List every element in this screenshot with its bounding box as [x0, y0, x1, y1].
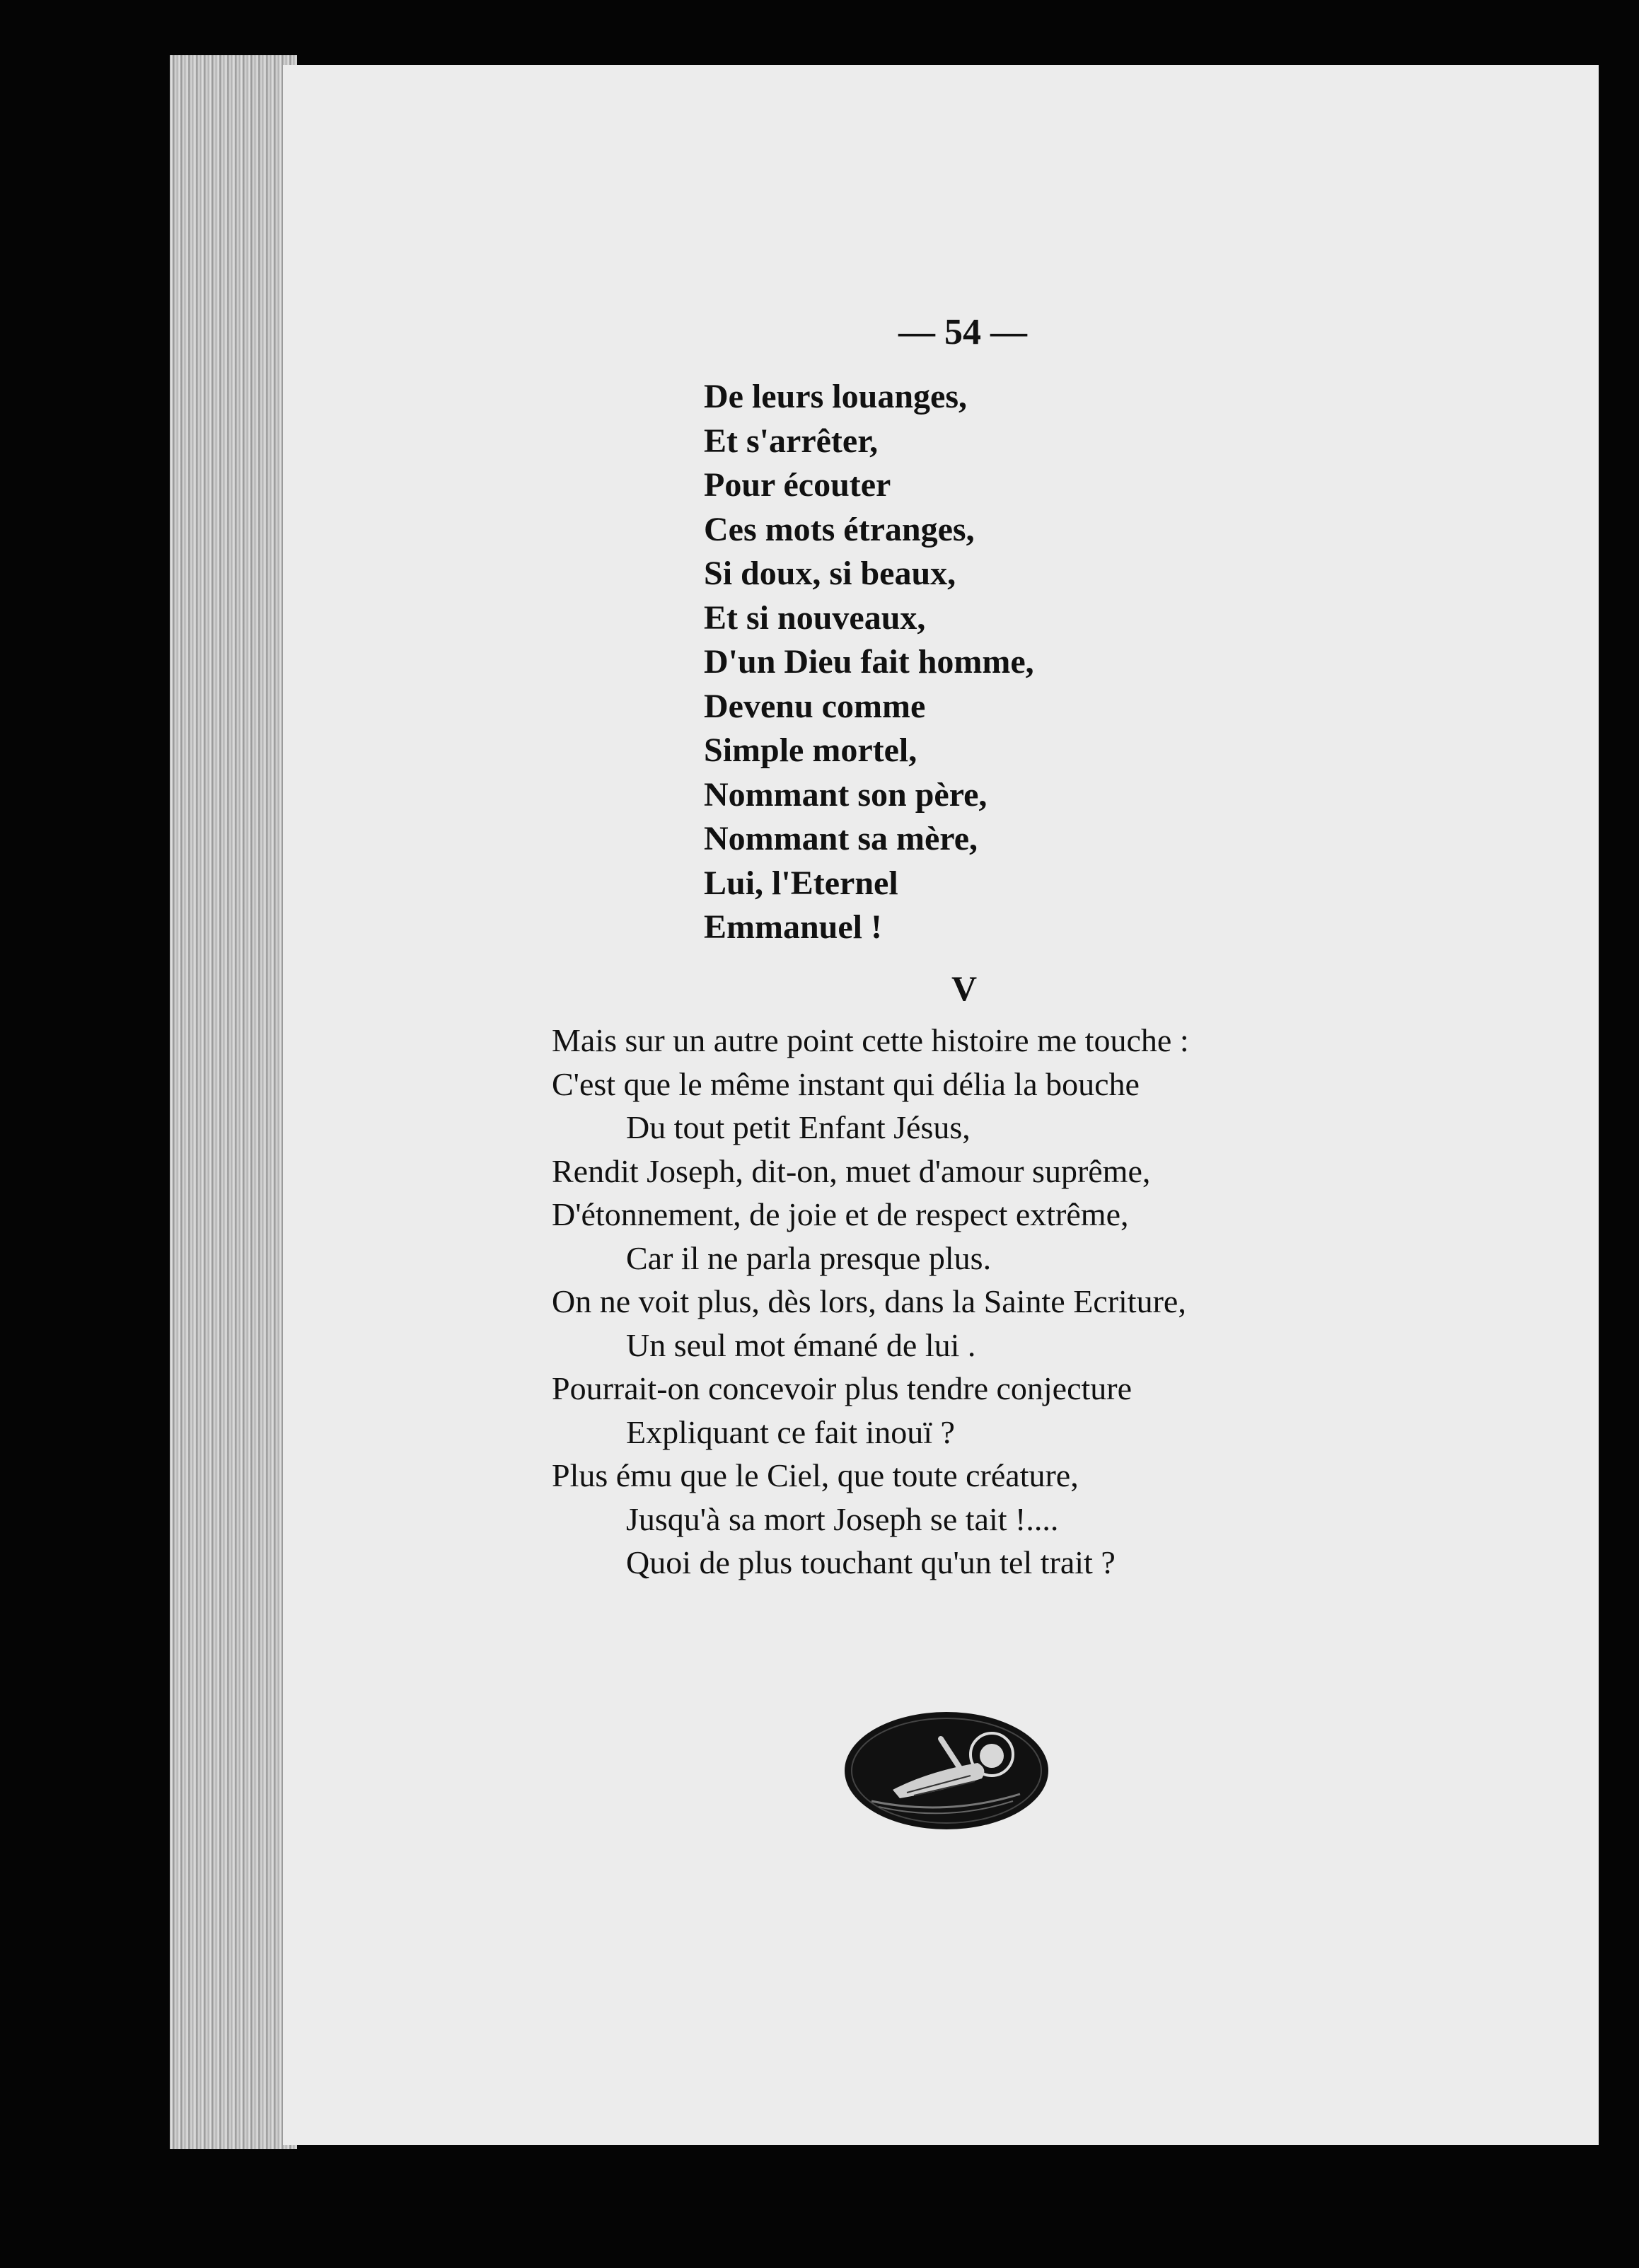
verse-line-indented: Du tout petit Enfant Jésus,: [626, 1109, 971, 1145]
verse-line: C'est que le même instant qui délia la bouche: [552, 1065, 1140, 1102]
verse-line: Si doux, si beaux,: [704, 555, 956, 592]
verse-line: De leurs louanges,: [704, 378, 967, 415]
section-numeral: V: [951, 968, 978, 1008]
verse-line: On ne voit plus, dès lors, dans la Sainte Ecriture,: [552, 1283, 1186, 1319]
verse-line: Simple mortel,: [704, 731, 917, 769]
poem-stanza-short-lines: [704, 375, 1034, 950]
verse-line: Emmanuel !: [704, 908, 882, 946]
poem-stanza-v: [552, 1019, 1189, 1585]
verse-line: Nommant son père,: [704, 775, 988, 814]
verse-line: Pourrait-on concevoir plus tendre conjecture: [552, 1370, 1133, 1406]
verse-line-indented: Jusqu'à sa mort Joseph se tait !....: [626, 1500, 1059, 1537]
verse-line-indented: Car il ne parla presque plus.: [626, 1239, 992, 1276]
verse-line: Pour écouter: [704, 466, 891, 504]
verse-line: Rendit Joseph, dit-on, muet d'amour suprême,: [552, 1152, 1151, 1189]
page-number: — 54 —: [898, 312, 1027, 352]
verse-line: D'étonnement, de joie et de respect extrême,: [552, 1196, 1129, 1232]
verse-line: Nommant sa mère,: [704, 820, 978, 857]
verse-line: Ces mots étranges,: [704, 510, 975, 548]
verse-line-indented: Expliquant ce fait inouï ?: [626, 1413, 955, 1450]
verse-line-indented: Quoi de plus touchant qu'un tel trait ?: [626, 1544, 1116, 1580]
verse-line: Et s'arrêter,: [704, 422, 879, 460]
verse-line: Mais sur un autre point cette histoire me touche :: [552, 1022, 1189, 1058]
infant-jesus-vignette-icon: [843, 1711, 1050, 1831]
page-edges: [170, 55, 297, 2149]
verse-line-indented: Un seul mot émané de lui .: [626, 1326, 976, 1363]
verse-line: D'un Dieu fait homme,: [704, 643, 1034, 681]
verse-line: Devenu comme: [704, 687, 926, 725]
verse-line: Lui, l'Eternel: [704, 864, 898, 902]
verse-line: Et si nouveaux,: [704, 598, 926, 637]
verse-line: Plus ému que le Ciel, que toute créature,: [552, 1457, 1079, 1493]
